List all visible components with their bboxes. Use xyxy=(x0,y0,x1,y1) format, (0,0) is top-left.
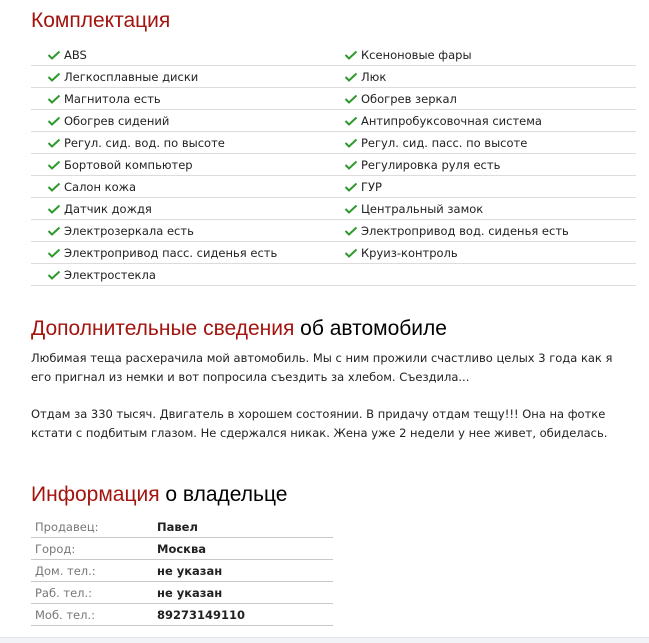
checkmark-icon xyxy=(344,50,358,60)
equipment-item-label: Люк xyxy=(361,69,387,84)
equipment-item-label: Электропривод пасс. сиденья есть xyxy=(64,245,278,260)
checkmark-icon xyxy=(47,116,61,126)
checkmark-icon xyxy=(344,160,358,170)
owner-label: Продавец: xyxy=(31,516,157,538)
description-paragraph: Отдам за 330 тысяч. Двигатель в хорошем состоянии. В придачу отдам тещу!!! Она на фотке кстати с подбитым глазом. Не сдержался никак. Жена уже 2 недели у нее живет, обиделась. xyxy=(31,407,608,440)
equipment-title: Комплектация xyxy=(31,9,171,32)
owner-value: Москва xyxy=(157,538,333,560)
equipment-item xyxy=(344,198,636,220)
owner-label: Раб. тел.: xyxy=(31,582,157,604)
checkmark-icon xyxy=(47,270,61,280)
equipment-item xyxy=(344,154,636,176)
equipment-item xyxy=(344,110,636,132)
equipment-item-label: ГУР xyxy=(361,179,382,194)
checkmark-icon xyxy=(47,72,61,82)
checkmark-icon xyxy=(344,94,358,104)
checkmark-icon xyxy=(47,204,61,214)
owner-title-black: о владельце xyxy=(159,483,288,506)
equipment-item xyxy=(344,132,636,154)
checkmark-icon xyxy=(47,182,61,192)
equipment-item xyxy=(31,264,344,286)
extra-info-heading xyxy=(31,316,447,342)
equipment-item xyxy=(344,264,636,286)
owner-value: не указан xyxy=(157,560,333,582)
page-bottom-divider xyxy=(0,637,649,643)
owner-label: Моб. тел.: xyxy=(31,604,157,626)
equipment-item-label: Электропривод вод. сиденья есть xyxy=(361,223,569,238)
equipment-item xyxy=(31,242,344,264)
equipment-item xyxy=(31,66,344,88)
equipment-item-label: Электростекла xyxy=(64,267,156,282)
owner-info-table xyxy=(31,516,333,626)
equipment-item xyxy=(344,220,636,242)
equipment-item xyxy=(344,66,636,88)
checkmark-icon xyxy=(344,226,358,236)
equipment-item-label: Центральный замок xyxy=(361,201,484,216)
owner-label: Дом. тел.: xyxy=(31,560,157,582)
owner-title-red: Информация xyxy=(31,483,160,506)
equipment-item xyxy=(31,110,344,132)
checkmark-icon xyxy=(344,116,358,126)
checkmark-icon xyxy=(47,94,61,104)
equipment-item-label: Салон кожа xyxy=(64,179,137,194)
equipment-item xyxy=(31,198,344,220)
equipment-item xyxy=(31,220,344,242)
owner-value: Павел xyxy=(157,516,333,538)
extra-title-black: об автомобиле xyxy=(294,317,447,340)
checkmark-icon xyxy=(47,248,61,258)
equipment-item-label: Магнитола есть xyxy=(64,91,161,106)
owner-row-mobile-phone xyxy=(31,604,333,626)
equipment-item-label: Легкосплавные диски xyxy=(64,69,199,84)
equipment-heading xyxy=(31,8,170,34)
equipment-item-label: Регулировка руля есть xyxy=(361,157,501,172)
checkmark-icon xyxy=(47,50,61,60)
checkmark-icon xyxy=(344,248,358,258)
checkmark-icon xyxy=(344,138,358,148)
equipment-item xyxy=(31,132,344,154)
car-description xyxy=(31,349,631,461)
equipment-item-label: Регул. сид. пасс. по высоте xyxy=(361,135,528,150)
equipment-item-label: Бортовой компьютер xyxy=(64,157,193,172)
equipment-item-label: Регул. сид. вод. по высоте xyxy=(64,135,225,150)
equipment-item xyxy=(31,88,344,110)
owner-row-seller xyxy=(31,516,333,538)
description-paragraph: Любимая теща расхерачила мой автомобиль. Мы с ним прожили счастливо целых 3 года как я его пригнал из немки и вот попросила съездить за хлебом. Съездила... xyxy=(31,351,613,384)
checkmark-icon xyxy=(47,226,61,236)
checkmark-icon xyxy=(344,182,358,192)
equipment-item-label: Электрозеркала есть xyxy=(64,223,194,238)
equipment-item-label: Антипробуксовочная система xyxy=(361,113,542,128)
owner-row-home-phone xyxy=(31,560,333,582)
equipment-item xyxy=(31,154,344,176)
equipment-list xyxy=(31,44,636,286)
equipment-item-label: Ксеноновые фары xyxy=(361,47,472,62)
checkmark-icon xyxy=(47,160,61,170)
equipment-item xyxy=(344,88,636,110)
owner-label: Город: xyxy=(31,538,157,560)
owner-row-city xyxy=(31,538,333,560)
equipment-item xyxy=(344,176,636,198)
equipment-item-label: Обогрев зеркал xyxy=(361,91,457,106)
owner-value: не указан xyxy=(157,582,333,604)
equipment-item-label: ABS xyxy=(64,47,87,62)
equipment-item-label: Датчик дождя xyxy=(64,201,152,216)
owner-row-work-phone xyxy=(31,582,333,604)
checkmark-icon xyxy=(344,204,358,214)
checkmark-icon xyxy=(344,72,358,82)
owner-info-heading xyxy=(31,482,287,508)
equipment-item xyxy=(344,44,636,66)
equipment-item-label: Обогрев сидений xyxy=(64,113,170,128)
checkmark-icon xyxy=(47,138,61,148)
extra-title-red: Дополнительные сведения xyxy=(31,317,295,340)
equipment-item-label: Круиз-контроль xyxy=(361,245,458,260)
owner-value[interactable]: 89273149110 xyxy=(157,604,333,626)
equipment-item xyxy=(344,242,636,264)
equipment-item xyxy=(31,44,344,66)
equipment-item xyxy=(31,176,344,198)
